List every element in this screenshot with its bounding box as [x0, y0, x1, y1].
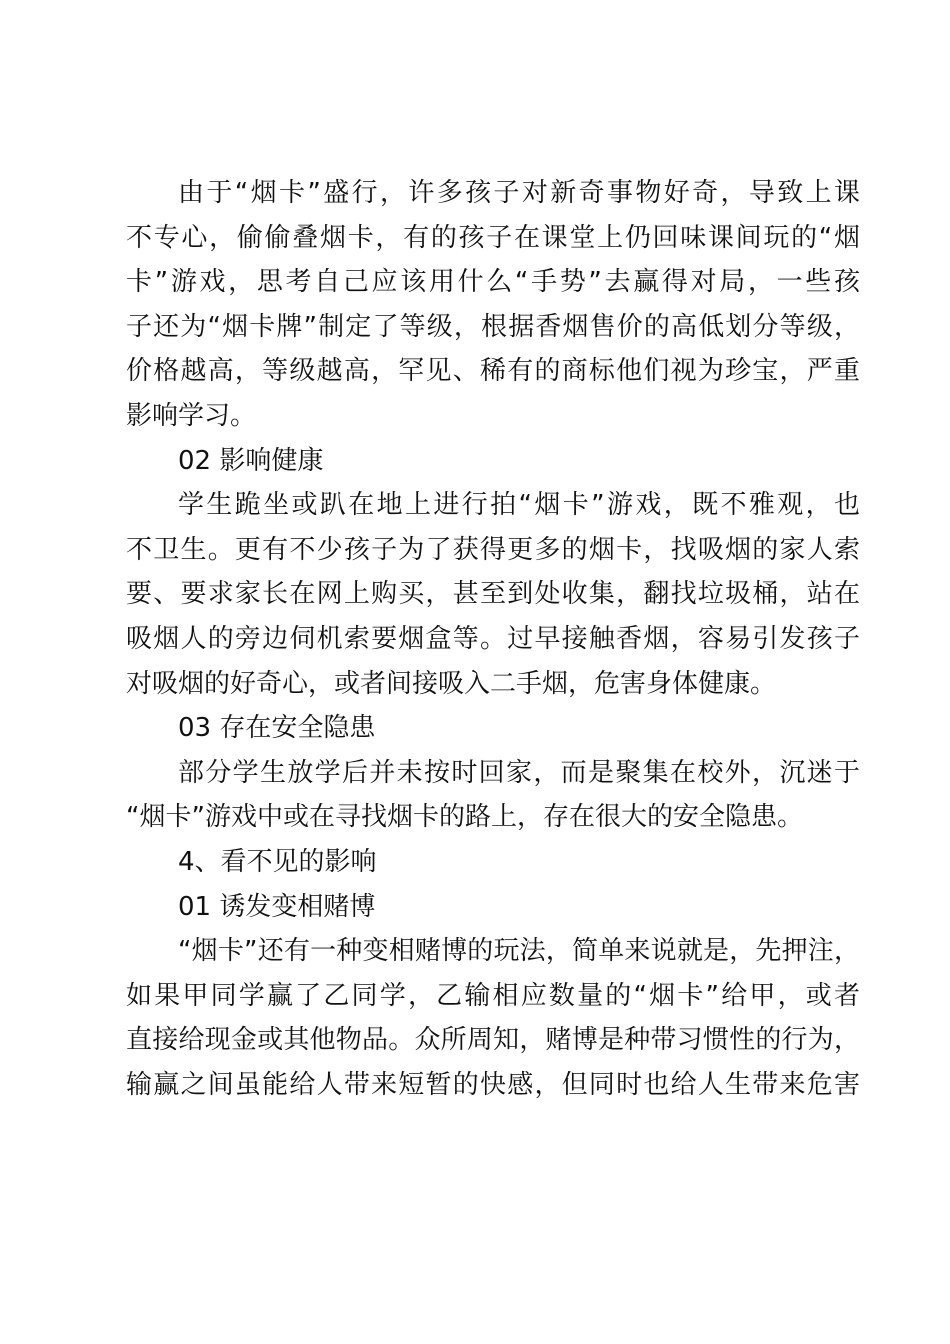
- text-line: 要、要求家长在网上购买，甚至到处收集，翻找垃圾桶，站在: [126, 579, 860, 610]
- text-line: 吸烟人的旁边伺机索要烟盒等。过早接触香烟，容易引发孩子: [126, 623, 860, 654]
- text-line: 输赢之间虽能给人带来短暂的快感，但同时也给人生带来危害: [126, 1069, 860, 1100]
- section-heading-gambling: [126, 885, 860, 930]
- document-body: [126, 171, 860, 1107]
- text-line: 对吸烟的好奇心，或者间接吸入二手烟，危害身体健康。: [126, 668, 777, 699]
- text-line: 子还为“烟卡牌”制定了等级，根据香烟售价的高低划分等级，: [126, 311, 860, 342]
- section-heading-health: [126, 439, 860, 484]
- heading-text: 01 诱发变相赌博: [178, 891, 376, 922]
- section-heading-invisible-impact: [126, 840, 860, 885]
- text-line: 学生跪坐或趴在地上进行拍“烟卡”游戏，既不雅观，也: [178, 490, 860, 521]
- text-line: 不专心，偷偷叠烟卡，有的孩子在课堂上仍回味课间玩的“烟: [126, 222, 860, 253]
- paragraph-impact-on-health: [126, 483, 860, 706]
- text-line: 影响学习。: [126, 400, 257, 431]
- text-line: “烟卡”游戏中或在寻找烟卡的路上，存在很大的安全隐患。: [126, 802, 803, 833]
- paragraph-safety-hazard: [126, 751, 860, 840]
- heading-text: 4、看不见的影响: [178, 846, 377, 877]
- heading-text: 02 影响健康: [178, 445, 324, 476]
- text-line: 如果甲同学赢了乙同学，乙输相应数量的“烟卡”给甲，或者: [126, 980, 860, 1011]
- text-line: 卡”游戏，思考自己应该用什么“手势”去赢得对局，一些孩: [126, 267, 860, 298]
- text-line: 由于“烟卡”盛行，许多孩子对新奇事物好奇，导致上课: [178, 178, 860, 208]
- text-line: 价格越高，等级越高，罕见、稀有的商标他们视为珍宝，严重: [126, 356, 860, 387]
- text-line: “烟卡”还有一种变相赌博的玩法，简单来说就是，先押注，: [178, 936, 860, 967]
- text-line: 不卫生。更有不少孩子为了获得更多的烟卡，找吸烟的家人索: [126, 534, 860, 565]
- text-line: 部分学生放学后并未按时回家，而是聚集在校外，沉迷于: [178, 757, 860, 788]
- paragraph-gambling: [126, 929, 860, 1107]
- text-line: 直接给现金或其他物品。众所周知，赌博是种带习惯性的行为，: [126, 1025, 860, 1056]
- heading-text: 03 存在安全隐患: [178, 713, 376, 744]
- section-heading-safety: [126, 706, 860, 751]
- paragraph-impact-on-study: [126, 171, 860, 439]
